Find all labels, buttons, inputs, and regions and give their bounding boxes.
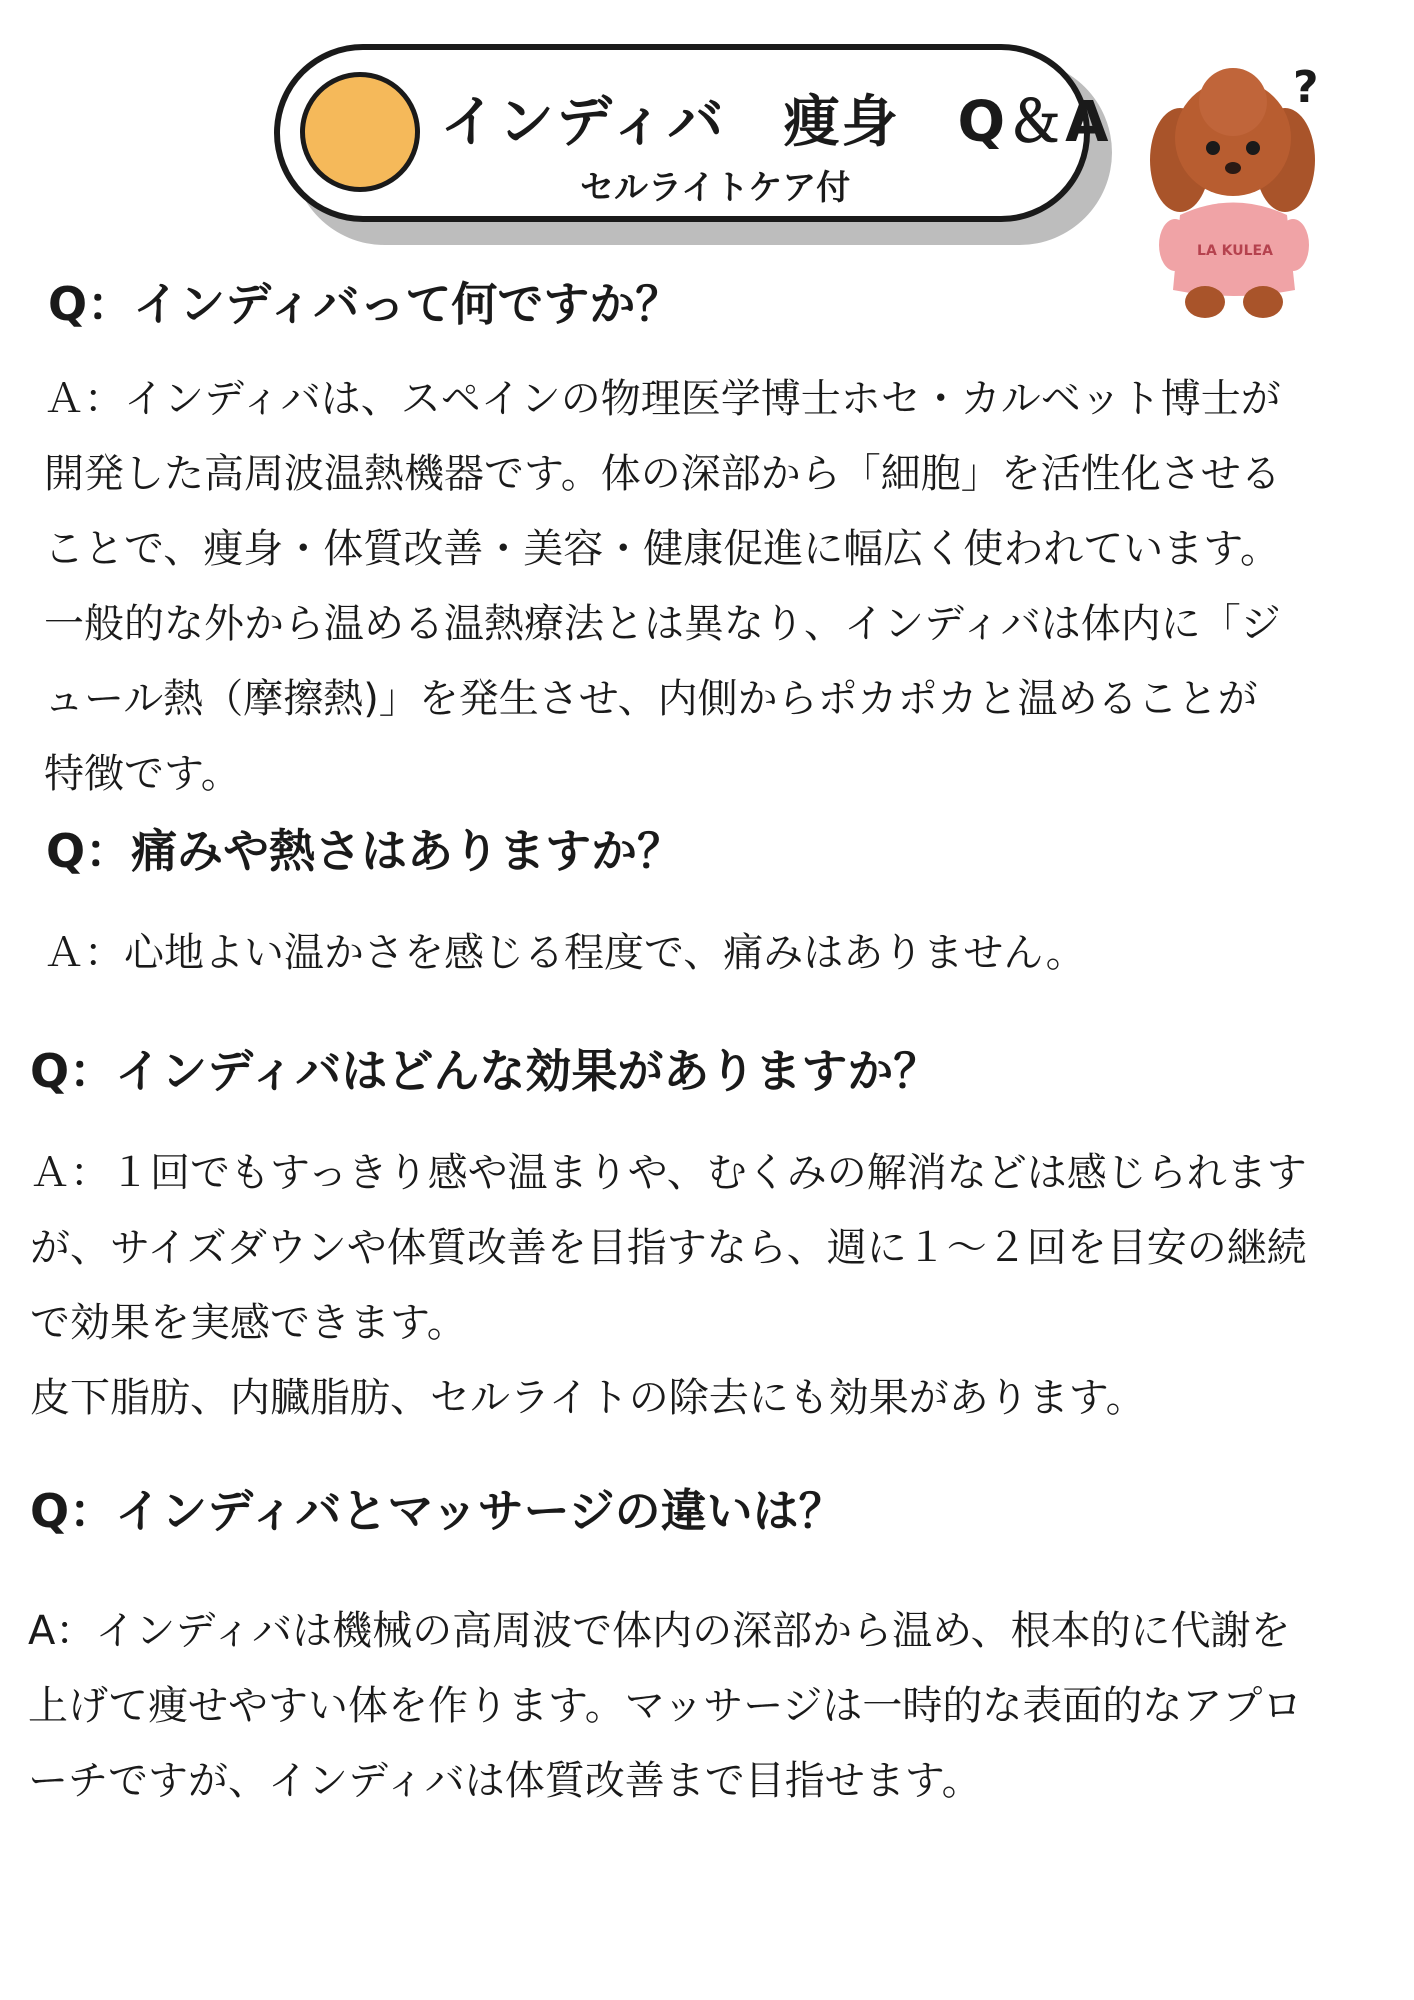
shirt-text: LA KULEA: [1197, 243, 1273, 259]
orange-circle-icon: [300, 72, 420, 192]
answer-line: で効果を実感できます。: [30, 1300, 467, 1346]
page-subtitle: セルライトケア付: [580, 168, 851, 208]
answer-line: Ａ：インディバは、スペインの物理医学博士ホセ・カルベット博士が: [44, 376, 1281, 422]
question-heading: Q：インディバとマッサージの違いは？: [30, 1484, 845, 1538]
answer-line: ーチですが、インディバは体質改善まで目指せます。: [28, 1758, 982, 1804]
question-heading: Q：インディバって何ですか？: [48, 277, 682, 331]
answer-line: 特徴です。: [44, 751, 241, 797]
page-title: インディバ 痩身 Q＆A: [440, 90, 1111, 155]
answer-line: 開発した高周波温熱機器です。体の深部から「細胞」を活性化させる: [44, 451, 1281, 497]
answer-line: ことで、痩身・体質改善・美容・健康促進に幅広く使われています。: [44, 526, 1280, 572]
answer-line: が、サイズダウンや体質改善を目指すなら、週に１～２回を目安の継続: [30, 1225, 1307, 1271]
answer-line: A：インディバは機械の高周波で体内の深部から温め、根本的に代謝を: [28, 1608, 1291, 1654]
answer-line: ュール熱（摩擦熱)」を発生させ、内側からポカポカと温めることが: [44, 676, 1258, 722]
answer-line: Ａ：心地よい温かさを感じる程度で、痛みはありません。: [44, 930, 1086, 976]
answer-line: 皮下脂肪、内臓脂肪、セルライトの除去にも効果があります。: [30, 1375, 1146, 1421]
question-heading: Q：インディバはどんな効果がありますか？: [30, 1044, 940, 1098]
question-heading: Q：痛みや熱さはありますか？: [46, 824, 684, 878]
question-mark-icon: ?: [1293, 62, 1319, 113]
answer-line: 一般的な外から温める温熱療法とは異なり、インディバは体内に「ジ: [44, 601, 1281, 647]
poodle-mascot-icon: [1135, 40, 1335, 330]
answer-line: Ａ：１回でもすっきり感や温まりや、むくみの解消などは感じられます: [30, 1150, 1307, 1196]
answer-line: 上げて痩せやすい体を作ります。マッサージは一時的な表面的なアプロ: [28, 1683, 1303, 1729]
